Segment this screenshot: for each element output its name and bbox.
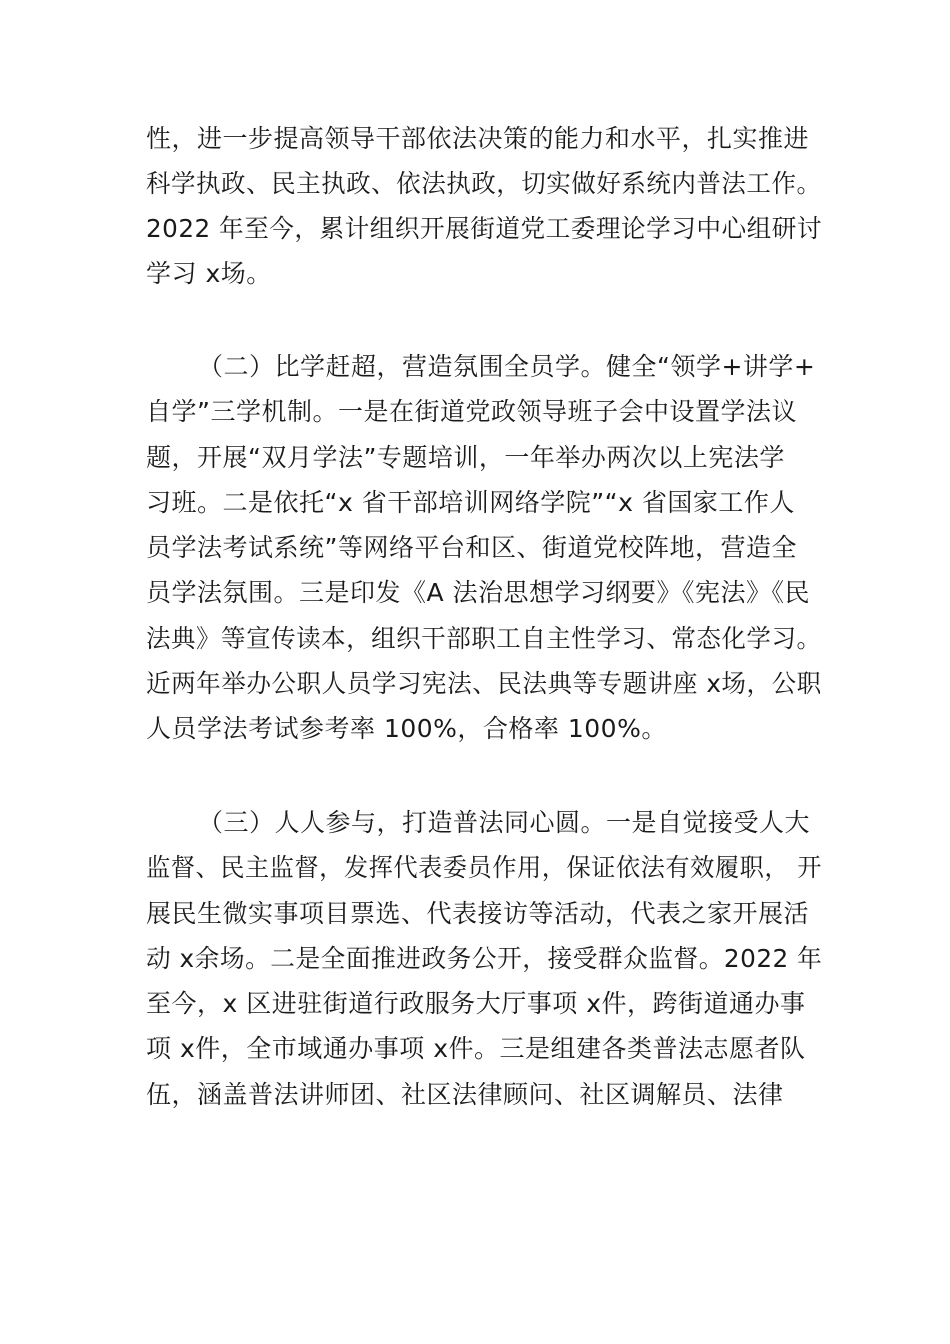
- paragraph-heading-line: （二）比学赶超，营造氛围全员学。健全“领学+讲学+: [198, 352, 816, 381]
- text-line: 项 x件，全市域通办事项 x件。三是组建各类普法志愿者队: [146, 1034, 806, 1063]
- text-line: 至今，x 区进驻街道行政服务大厅事项 x件，跨街道通办事: [146, 989, 806, 1018]
- text-line: 科学执政、民主执政、依法执政，切实做好系统内普法工作。: [146, 169, 822, 198]
- text-line: 展民生微实事项目票选、代表接访等活动，代表之家开展活: [146, 899, 810, 928]
- text-line: 自学”三学机制。一是在街道党政领导班子会中设置学法议: [146, 397, 797, 426]
- text-line: 人员学法考试参考率 100%，合格率 100%。: [146, 714, 667, 743]
- text-line: 监督、民主监督，发挥代表委员作用，保证依法有效履职， 开: [146, 853, 822, 882]
- text-line: 性，进一步提高领导干部依法决策的能力和水平，扎实推进: [146, 124, 810, 153]
- text-line: 伍，涵盖普法讲师团、社区法律顾问、社区调解员、法律: [146, 1080, 784, 1109]
- text-line: 习班。二是依托“x 省干部培训网络学院”“x 省国家工作人: [146, 488, 795, 517]
- text-line: 题，开展“双月学法”专题培训，一年举办两次以上宪法学: [146, 443, 785, 472]
- text-line: 2022 年至今，累计组织开展街道党工委理论学习中心组研讨: [146, 214, 823, 243]
- paragraph-heading-line: （三）人人参与，打造普法同心圆。一是自觉接受人大: [198, 808, 811, 837]
- text-line: 学习 x场。: [146, 259, 272, 288]
- text-line: 近两年举办公职人员学习宪法、民法典等专题讲座 x场，公职: [146, 669, 822, 698]
- text-line: 法典》等宣传读本，组织干部职工自主性学习、常态化学习。: [146, 624, 822, 653]
- text-line: 员学法考试系统”等网络平台和区、街道党校阵地，营造全: [146, 533, 797, 562]
- text-line: 动 x余场。二是全面推进政务公开，接受群众监督。2022 年: [146, 944, 823, 973]
- text-line: 员学法氛围。三是印发《A 法治思想学习纲要》《宪法》《民: [146, 578, 811, 607]
